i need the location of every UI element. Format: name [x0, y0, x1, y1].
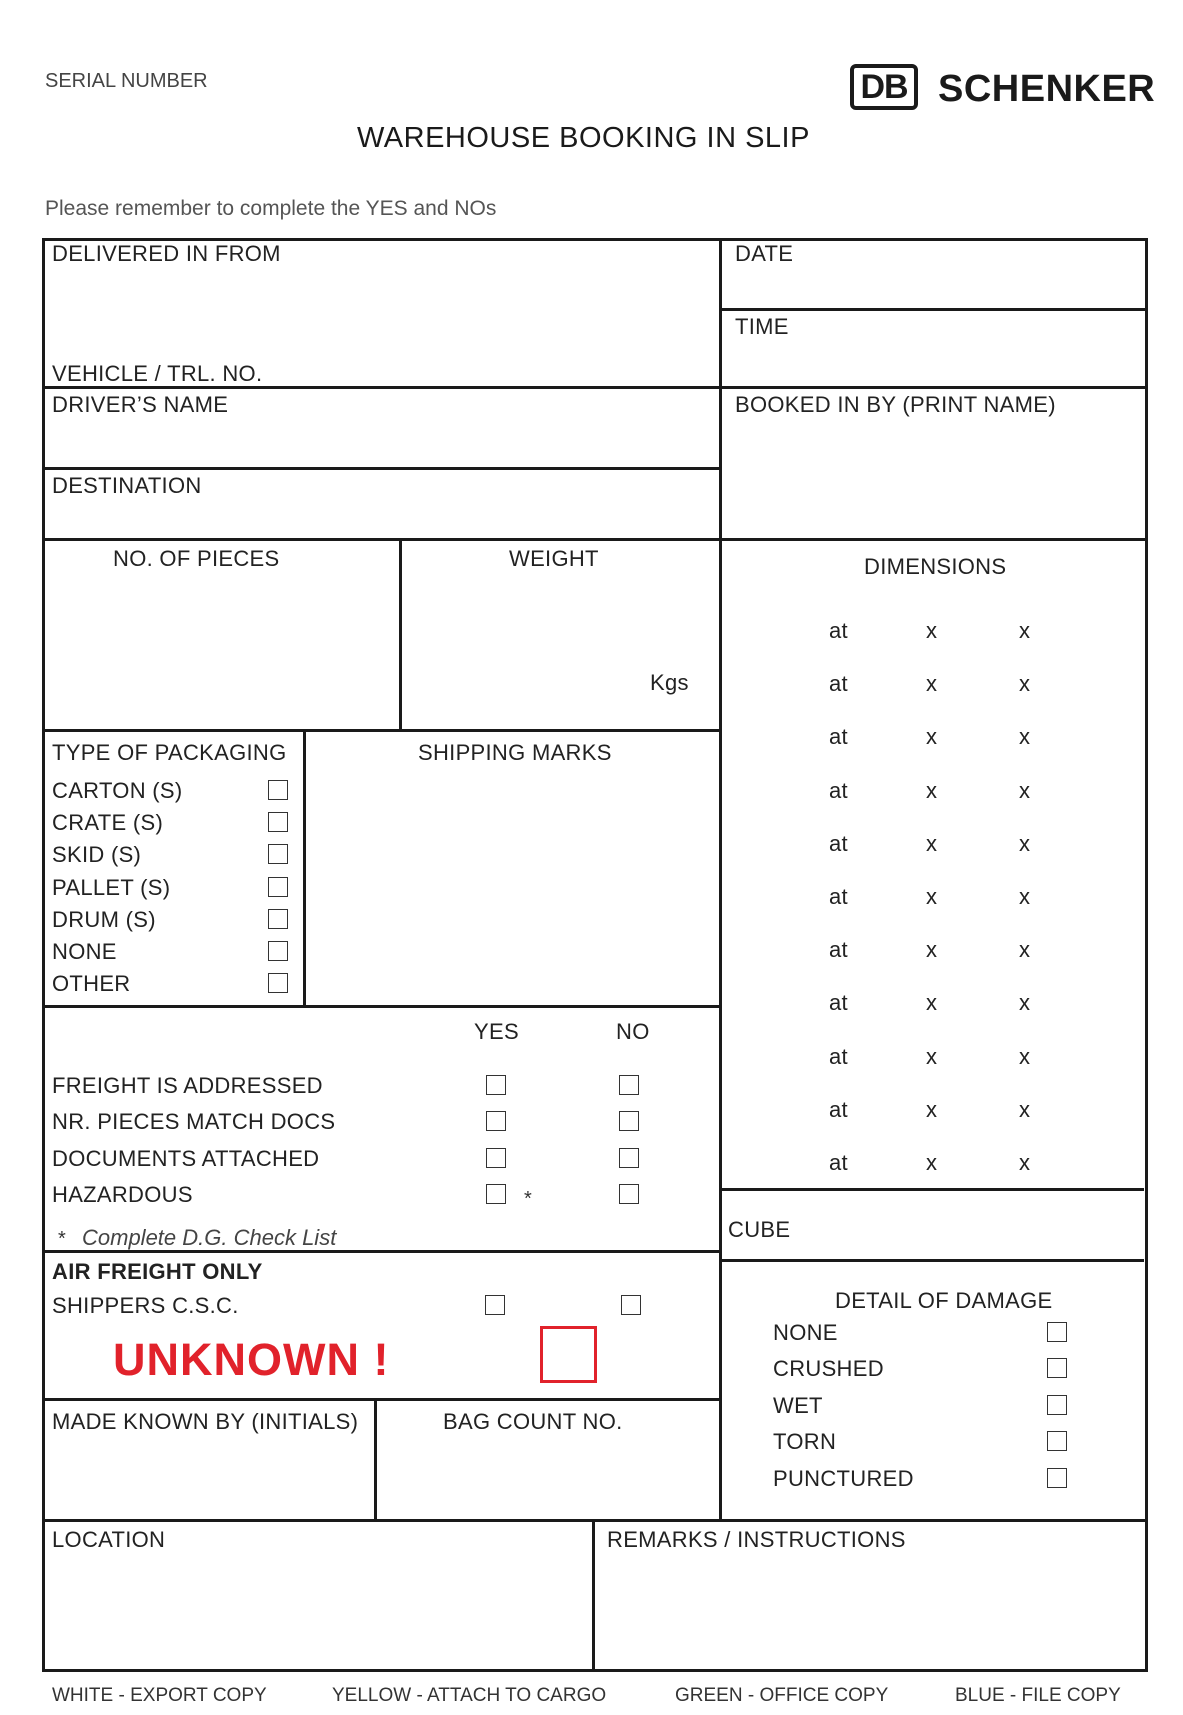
damage-checkbox[interactable]	[1047, 1468, 1067, 1488]
damage-checkbox[interactable]	[1047, 1358, 1067, 1378]
weight-label: WEIGHT	[509, 546, 599, 571]
dimension-x-label: x	[926, 831, 938, 856]
schenker-logo-text: SCHENKER	[938, 68, 1156, 110]
damage-item-label: CRUSHED	[773, 1356, 884, 1381]
dimension-at-label: at	[829, 884, 848, 909]
damage-checkbox[interactable]	[1047, 1431, 1067, 1451]
location-label: LOCATION	[52, 1527, 166, 1552]
dimension-at-label: at	[829, 1044, 848, 1069]
divider-dimensions-cube	[719, 1188, 1144, 1191]
dimension-x-label: x	[1019, 618, 1031, 643]
packaging-checkbox[interactable]	[268, 941, 288, 961]
no-of-pieces-label: NO. OF PIECES	[113, 546, 280, 571]
unknown-checkbox[interactable]	[540, 1326, 597, 1383]
shippers-csc-yes-checkbox[interactable]	[485, 1295, 505, 1315]
damage-checkbox[interactable]	[1047, 1322, 1067, 1342]
drivers-name-label: DRIVER’S NAME	[52, 392, 229, 417]
check-item-label: DOCUMENTS ATTACHED	[52, 1146, 320, 1171]
vehicle-trl-no-label: VEHICLE / TRL. NO.	[52, 361, 263, 386]
packaging-item-label: CARTON (S)	[52, 778, 183, 803]
db-schenker-logo	[850, 64, 1156, 116]
no-checkbox[interactable]	[619, 1184, 639, 1204]
packaging-checkbox[interactable]	[268, 780, 288, 800]
divider-marks-checks	[42, 1005, 720, 1008]
dimension-x-label: x	[1019, 884, 1031, 909]
yes-checkbox[interactable]	[486, 1148, 506, 1168]
dg-checklist-note: Complete D.G. Check List	[82, 1225, 337, 1250]
damage-item-label: WET	[773, 1393, 823, 1418]
bag-count-no-label: BAG COUNT NO.	[443, 1409, 623, 1434]
shipping-marks-label: SHIPPING MARKS	[418, 740, 612, 765]
dimension-x-label: x	[1019, 937, 1031, 962]
dimension-at-label: at	[829, 937, 848, 962]
packaging-item-label: NONE	[52, 939, 117, 964]
yes-checkbox[interactable]	[486, 1111, 506, 1131]
dimension-x-label: x	[1019, 724, 1031, 749]
dimension-x-label: x	[1019, 1150, 1031, 1175]
divider-airfreight-madeknown	[42, 1398, 720, 1401]
dimension-x-label: x	[926, 884, 938, 909]
divider-location-remarks	[592, 1519, 595, 1672]
packaging-item-label: CRATE (S)	[52, 810, 164, 835]
dimensions-label: DIMENSIONS	[864, 554, 1007, 579]
kgs-label: Kgs	[650, 670, 689, 695]
no-checkbox[interactable]	[619, 1075, 639, 1095]
date-label: DATE	[735, 241, 794, 266]
check-item-label: HAZARDOUS	[52, 1182, 193, 1207]
damage-item-label: PUNCTURED	[773, 1466, 914, 1491]
dimension-x-label: x	[926, 1097, 938, 1122]
divider-destination-pieces	[42, 538, 1148, 541]
packaging-checkbox[interactable]	[268, 973, 288, 993]
dimension-x-label: x	[926, 671, 938, 696]
dimension-at-label: at	[829, 990, 848, 1015]
unknown-label: UNKNOWN !	[113, 1334, 390, 1385]
type-of-packaging-label: TYPE OF PACKAGING	[52, 740, 287, 765]
divider-packaging-marks	[303, 729, 306, 1007]
dimension-at-label: at	[829, 1150, 848, 1175]
check-item-label: NR. PIECES MATCH DOCS	[52, 1109, 336, 1134]
detail-of-damage-label: DETAIL OF DAMAGE	[835, 1288, 1053, 1313]
dimension-x-label: x	[926, 937, 938, 962]
divider-pieces-weight	[399, 538, 402, 731]
delivered-in-from-label: DELIVERED IN FROM	[52, 241, 281, 266]
divider-madeknown-location	[42, 1519, 1148, 1522]
db-logo-text: DB	[860, 67, 908, 106]
dimension-x-label: x	[1019, 990, 1031, 1015]
packaging-checkbox[interactable]	[268, 812, 288, 832]
packaging-checkbox[interactable]	[268, 877, 288, 897]
yes-checkbox[interactable]	[486, 1075, 506, 1095]
dimension-at-label: at	[829, 778, 848, 803]
dimension-at-label: at	[829, 618, 848, 643]
dimension-x-label: x	[1019, 831, 1031, 856]
air-freight-only-label: AIR FREIGHT ONLY	[52, 1259, 263, 1284]
divider-date-time	[719, 308, 1148, 311]
page-title: WAREHOUSE BOOKING IN SLIP	[357, 122, 810, 154]
dimension-at-label: at	[829, 671, 848, 696]
no-checkbox[interactable]	[619, 1148, 639, 1168]
footer-white-copy: WHITE - EXPORT COPY	[52, 1685, 267, 1706]
footer-blue-copy: BLUE - FILE COPY	[955, 1685, 1121, 1706]
dimension-at-label: at	[829, 831, 848, 856]
damage-checkbox[interactable]	[1047, 1395, 1067, 1415]
time-label: TIME	[735, 314, 789, 339]
form-frame	[42, 238, 1148, 1672]
db-logo-box	[850, 64, 918, 110]
damage-item-label: NONE	[773, 1320, 838, 1345]
dimension-x-label: x	[926, 1044, 938, 1069]
made-known-by-label: MADE KNOWN BY (INITIALS)	[52, 1409, 359, 1434]
dimension-x-label: x	[926, 1150, 938, 1175]
packaging-checkbox[interactable]	[268, 844, 288, 864]
packaging-item-label: PALLET (S)	[52, 875, 171, 900]
check-item-label: FREIGHT IS ADDRESSED	[52, 1073, 323, 1098]
packaging-item-label: DRUM (S)	[52, 907, 156, 932]
remarks-instructions-label: REMARKS / INSTRUCTIONS	[607, 1527, 906, 1552]
damage-item-label: TORN	[773, 1429, 837, 1454]
divider-driver-destination	[42, 467, 720, 470]
shippers-csc-label: SHIPPERS C.S.C.	[52, 1293, 239, 1318]
divider-madeknown-bagcount	[374, 1398, 377, 1521]
serial-number-label: SERIAL NUMBER	[45, 70, 208, 92]
divider-weight-packaging	[42, 729, 720, 732]
packaging-item-label: SKID (S)	[52, 842, 142, 867]
hazardous-asterisk: *	[524, 1188, 532, 1210]
divider-cube-damage	[719, 1259, 1144, 1262]
yes-column-label: YES	[474, 1019, 519, 1044]
dimension-x-label: x	[1019, 778, 1031, 803]
dimension-x-label: x	[926, 724, 938, 749]
asterisk-note-marker: *	[58, 1228, 66, 1250]
yes-checkbox[interactable]	[486, 1184, 506, 1204]
packaging-item-label: OTHER	[52, 971, 131, 996]
dimension-x-label: x	[1019, 1097, 1031, 1122]
no-checkbox[interactable]	[619, 1111, 639, 1131]
booked-in-by-label: BOOKED IN BY (PRINT NAME)	[735, 392, 1056, 417]
dimension-x-label: x	[926, 618, 938, 643]
dimension-x-label: x	[926, 990, 938, 1015]
divider-vertical-main	[719, 238, 722, 1521]
dimension-x-label: x	[1019, 671, 1031, 696]
no-column-label: NO	[616, 1019, 650, 1044]
dimension-x-label: x	[926, 778, 938, 803]
cube-label: CUBE	[728, 1217, 791, 1242]
dimension-at-label: at	[829, 724, 848, 749]
destination-label: DESTINATION	[52, 473, 202, 498]
packaging-checkbox[interactable]	[268, 909, 288, 929]
footer-green-copy: GREEN - OFFICE COPY	[675, 1685, 889, 1706]
dimension-at-label: at	[829, 1097, 848, 1122]
dimension-x-label: x	[1019, 1044, 1031, 1069]
shippers-csc-no-checkbox[interactable]	[621, 1295, 641, 1315]
footer-yellow-copy: YELLOW - ATTACH TO CARGO	[332, 1685, 607, 1706]
reminder-text: Please remember to complete the YES and NOs	[45, 197, 497, 220]
